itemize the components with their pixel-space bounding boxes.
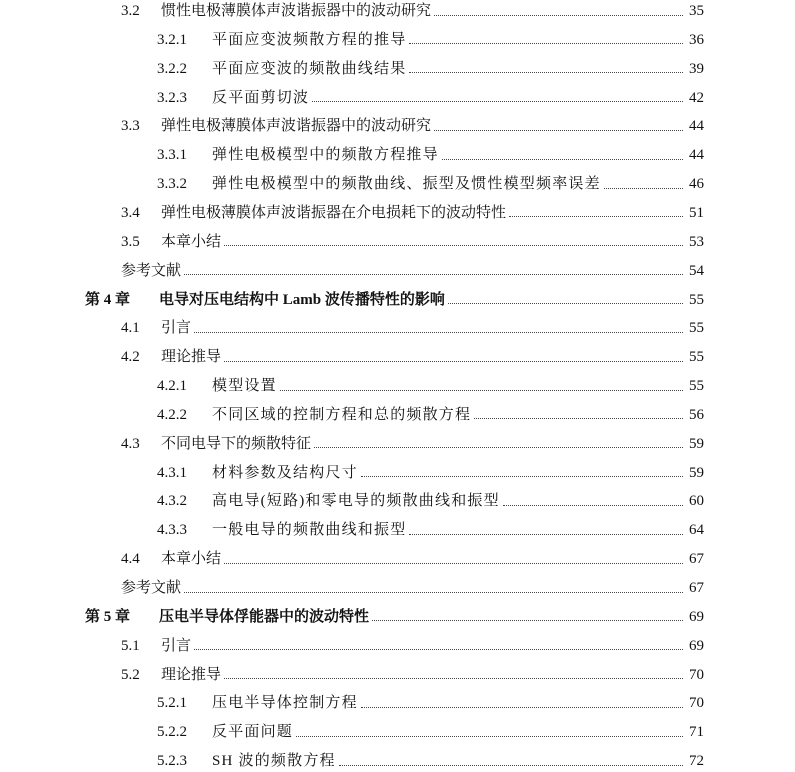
toc-entry[interactable]	[121, 548, 704, 570]
toc-entry-title: 引言	[161, 320, 192, 337]
toc-entry-number: 5.2	[121, 666, 140, 683]
toc-leader-dots	[194, 649, 683, 650]
toc-leader-dots	[509, 216, 683, 217]
toc-entry-title: 弹性电极薄膜体声波谐振器中的波动研究	[161, 118, 432, 135]
toc-leader-dots	[224, 563, 683, 564]
toc-leader-dots	[503, 505, 683, 506]
toc-entry-number: 4.3.3	[157, 522, 187, 539]
toc-entry-title: 模型设置	[212, 378, 277, 395]
toc-entry-page: 55	[689, 349, 704, 366]
toc-entry-page: 54	[689, 262, 704, 279]
toc-entry-page: 67	[689, 551, 704, 568]
toc-entry-page: 59	[689, 464, 704, 481]
toc-leader-dots	[361, 476, 683, 477]
toc-leader-dots	[339, 765, 683, 766]
toc-entry-page: 60	[689, 493, 704, 510]
toc-entry-number: 4.3	[121, 435, 140, 452]
toc-entry-title: 反平面问题	[212, 724, 294, 741]
toc-entry-title: 高电导(短路)和零电导的频散曲线和振型	[212, 493, 500, 510]
toc-entry-page: 67	[689, 580, 704, 596]
toc-leader-dots	[434, 15, 683, 16]
toc-entry-title: 反平面剪切波	[212, 89, 310, 106]
toc-entry[interactable]	[157, 721, 704, 743]
toc-entry-title: 电导对压电结构中 Lamb 波传播特性的影响	[159, 291, 445, 308]
toc-entry[interactable]	[157, 29, 704, 51]
toc-entry-title: 理论推导	[161, 349, 222, 366]
toc-entry-number: 3.3.1	[157, 147, 187, 164]
toc-entry[interactable]	[121, 433, 704, 455]
toc-entry[interactable]	[121, 202, 704, 224]
toc-entry[interactable]	[121, 0, 704, 22]
toc-entry-number: 3.3	[121, 118, 140, 135]
toc-entry-number: 3.2.1	[157, 31, 187, 48]
toc-entry-page: 69	[689, 637, 704, 654]
toc-leader-dots	[409, 72, 683, 73]
toc-entry-page: 64	[689, 522, 704, 539]
toc-leader-dots	[296, 736, 683, 737]
toc-entry[interactable]	[121, 346, 704, 368]
toc-entry-number: 3.2.3	[157, 89, 187, 106]
toc-entry-title: 不同电导下的频散特征	[161, 435, 312, 452]
toc-entry-title: 压电半导体俘能器中的波动特性	[159, 608, 370, 625]
toc-leader-dots	[372, 620, 683, 621]
toc-entry-page: 69	[689, 608, 704, 625]
toc-entry-page: 42	[689, 89, 704, 106]
toc-leader-dots	[280, 390, 683, 391]
toc-entry-number: 5.2.1	[157, 695, 187, 712]
toc-leader-dots	[361, 707, 683, 708]
toc-entry[interactable]	[157, 375, 704, 397]
toc-entry-title: 本章小结	[161, 551, 222, 568]
toc-entry-number: 4.3.2	[157, 493, 187, 510]
toc-entry-title: SH 波的频散方程	[212, 753, 336, 770]
toc-leader-dots	[312, 101, 683, 102]
toc-entry-title: 弹性电极模型中的频散方程推导	[212, 147, 439, 164]
toc-entry-page: 51	[689, 204, 704, 221]
toc-entry-number: 4.2.2	[157, 406, 187, 423]
toc-entry-page: 35	[689, 3, 704, 19]
toc-entry[interactable]	[157, 519, 704, 541]
toc-leader-dots	[448, 303, 683, 304]
toc-entry-title: 参考文献	[121, 262, 182, 279]
toc-entry-number: 3.5	[121, 233, 140, 250]
toc-entry-page: 59	[689, 435, 704, 452]
toc-entry[interactable]	[157, 750, 704, 772]
toc-leader-dots	[314, 447, 683, 448]
toc-entry-page: 44	[689, 147, 704, 164]
toc-entry[interactable]	[121, 115, 704, 137]
toc-leader-dots	[224, 245, 683, 246]
toc-leader-dots	[194, 332, 683, 333]
toc-entry-title: 材料参数及结构尺寸	[212, 464, 358, 481]
toc-entry-page: 70	[689, 695, 704, 712]
toc-entry-number: 4.4	[121, 551, 140, 568]
toc-entry[interactable]	[157, 144, 704, 166]
toc-entry-page: 46	[689, 176, 704, 193]
toc-leader-dots	[184, 592, 683, 593]
toc-leader-dots	[434, 130, 683, 131]
toc-entry-title: 参考文献	[121, 580, 182, 596]
toc-leader-dots	[184, 274, 683, 275]
toc-entry-title: 压电半导体控制方程	[212, 695, 358, 712]
toc-entry[interactable]	[157, 173, 704, 195]
toc-leader-dots	[409, 43, 683, 44]
toc-entry[interactable]	[157, 462, 704, 484]
toc-entry[interactable]	[121, 317, 704, 339]
toc-entry[interactable]	[157, 404, 704, 426]
toc-entry[interactable]	[85, 289, 704, 311]
toc-leader-dots	[474, 418, 683, 419]
toc-entry[interactable]	[85, 606, 704, 628]
toc-entry-title: 弹性电极薄膜体声波谐振器在介电损耗下的波动特性	[161, 204, 507, 221]
toc-entry[interactable]	[121, 260, 704, 282]
toc-entry-title: 引言	[161, 637, 192, 654]
toc-entry-page: 36	[689, 31, 704, 48]
toc-entry-title: 弹性电极模型中的频散曲线、振型及惯性模型频率误差	[212, 176, 601, 193]
toc-entry-page: 55	[689, 320, 704, 337]
toc-leader-dots	[224, 361, 683, 362]
toc-entry-number: 3.2	[121, 3, 140, 19]
toc-entry-title: 惯性电极薄膜体声波谐振器中的波动研究	[161, 3, 432, 19]
toc-entry-page: 55	[689, 291, 704, 308]
toc-entry-page: 56	[689, 406, 704, 423]
toc-entry-number: 3.2.2	[157, 60, 187, 77]
toc-entry-number: 3.4	[121, 204, 140, 221]
toc-entry[interactable]	[121, 664, 704, 686]
toc-leader-dots	[442, 159, 683, 160]
toc-entry-number: 4.1	[121, 320, 140, 337]
toc-entry-number: 3.3.2	[157, 176, 187, 193]
toc-entry[interactable]	[157, 87, 704, 109]
toc-entry-number: 4.2.1	[157, 378, 187, 395]
toc-entry-number: 第 5 章	[85, 608, 131, 625]
toc-entry-title: 一般电导的频散曲线和振型	[212, 522, 407, 539]
toc-leader-dots	[409, 534, 683, 535]
toc-entry[interactable]	[121, 577, 704, 599]
toc-entry[interactable]	[121, 231, 704, 253]
toc-entry-title: 平面应变波的频散曲线结果	[212, 60, 407, 77]
toc-entry-page: 44	[689, 118, 704, 135]
toc-entry[interactable]	[157, 58, 704, 80]
toc-entry-title: 不同区域的控制方程和总的频散方程	[212, 406, 472, 423]
toc-entry-number: 5.1	[121, 637, 140, 654]
toc-entry[interactable]	[157, 490, 704, 512]
toc-entry-number: 4.2	[121, 349, 140, 366]
toc-entry-number: 5.2.2	[157, 724, 187, 741]
toc-entry-title: 理论推导	[161, 666, 222, 683]
toc-entry-number: 第 4 章	[85, 291, 131, 308]
toc-entry-title: 本章小结	[161, 233, 222, 250]
toc-entry[interactable]	[121, 635, 704, 657]
toc-entry-page: 71	[689, 724, 704, 741]
toc-leader-dots	[604, 188, 683, 189]
toc-entry-number: 4.3.1	[157, 464, 187, 481]
toc-entry-page: 72	[689, 753, 704, 770]
toc-entry-page: 39	[689, 60, 704, 77]
toc-leader-dots	[224, 678, 683, 679]
toc-entry-page: 53	[689, 233, 704, 250]
toc-entry[interactable]	[157, 692, 704, 714]
toc-entry-page: 55	[689, 378, 704, 395]
toc-entry-page: 70	[689, 666, 704, 683]
toc-entry-title: 平面应变波频散方程的推导	[212, 31, 407, 48]
toc-entry-number: 5.2.3	[157, 753, 187, 770]
